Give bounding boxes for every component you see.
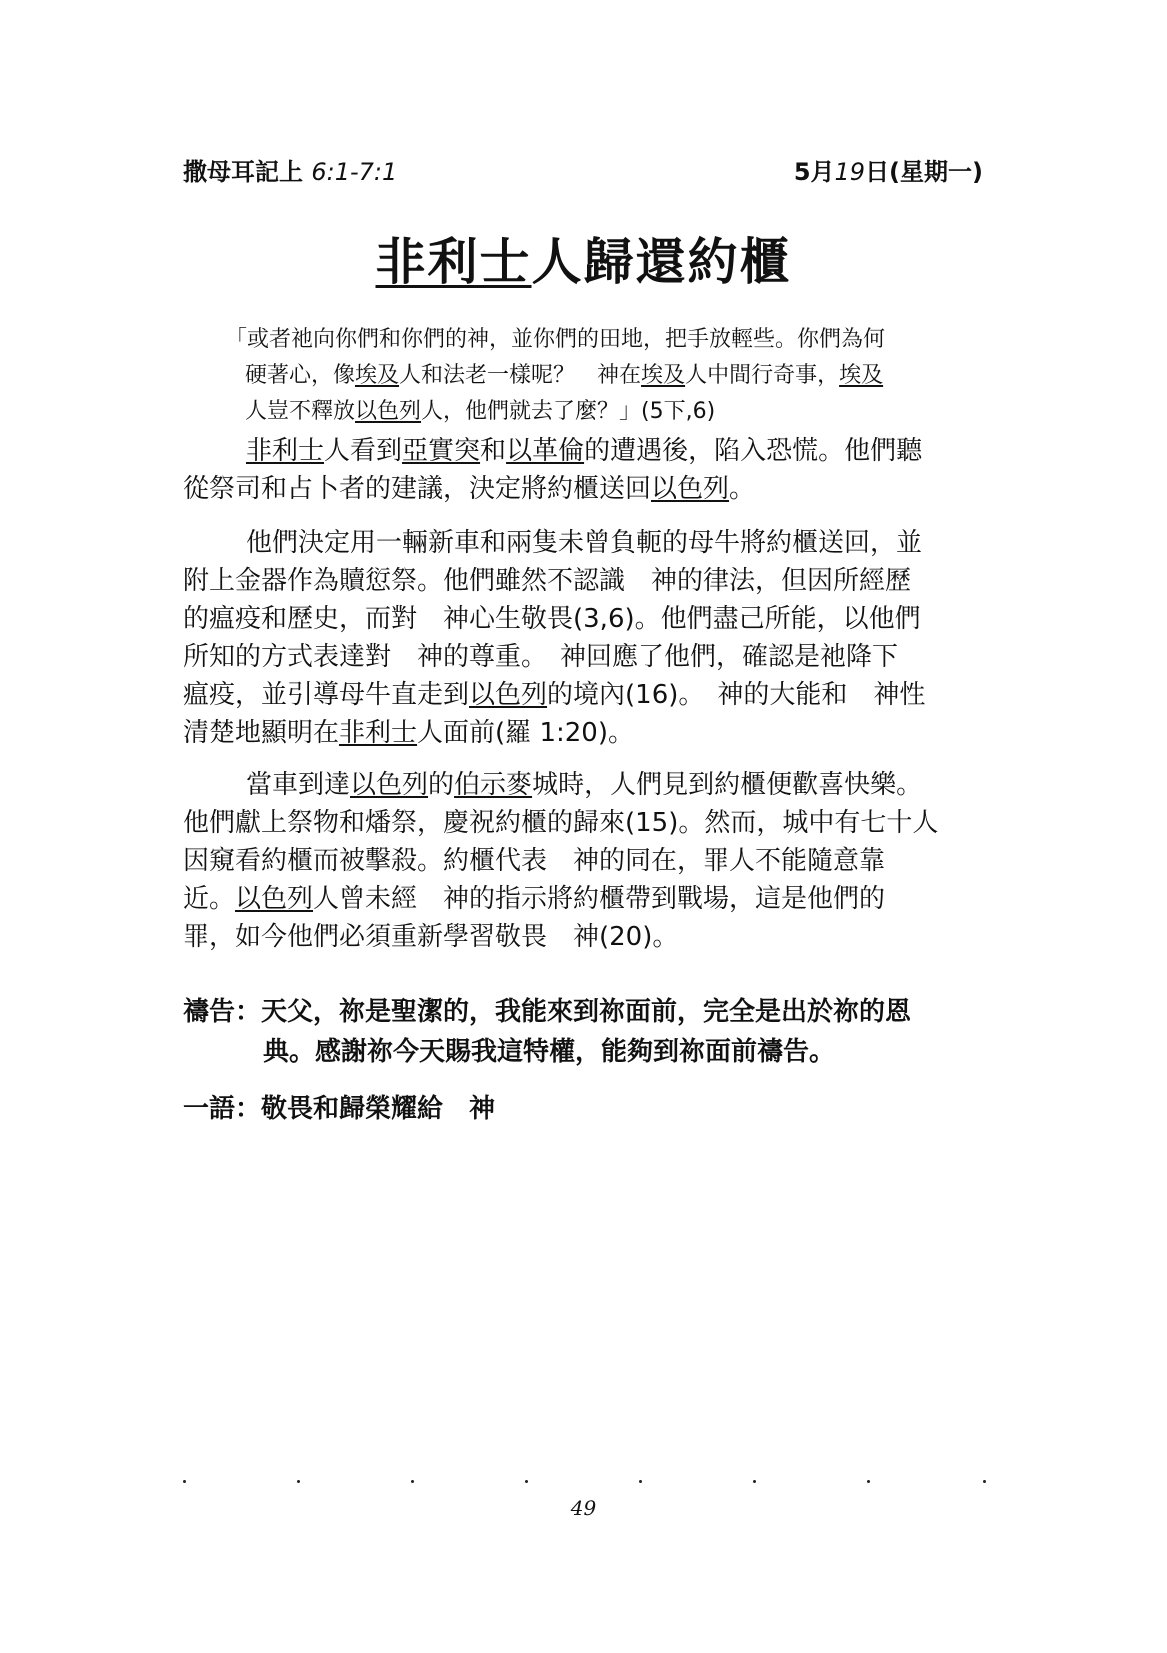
footer-dot — [525, 1480, 528, 1483]
paragraph-3 — [183, 766, 988, 956]
date-tail: 日(星期一) — [865, 158, 983, 186]
date-label — [794, 152, 983, 187]
book-name: 撒母耳記上 — [183, 158, 303, 186]
footer-dot — [411, 1480, 414, 1483]
chapter-verse: 6:1-7:1 — [311, 158, 398, 186]
paragraph-line: 所知的方式表達對 神的尊重。 神回應了他們，確認是祂降下 — [183, 642, 899, 672]
prayer-line: 禱告：天父，祢是聖潔的，我能來到祢面前，完全是出於祢的恩 — [183, 997, 912, 1027]
date-month: 5月 — [793, 158, 835, 186]
footer-dot — [867, 1480, 870, 1483]
footer-dot — [983, 1480, 986, 1483]
page-number: 49 — [570, 1496, 597, 1520]
title-rest: 人歸還約櫃 — [531, 233, 792, 291]
paragraph-line: 他們獻上祭物和燔祭，慶祝約櫃的歸來(15)。然而，城中有七十人 — [183, 808, 939, 838]
paragraph-line: 清楚地顯明在非利士人面前(羅 1:20)。 — [183, 718, 634, 748]
paragraph-line: 瘟疫，並引導母牛直走到以色列的境內(16)。 神的大能和 神性 — [183, 680, 926, 710]
footer-dot — [297, 1480, 300, 1483]
paragraph-line: 他們決定用一輛新車和兩隻未曾負軛的母牛將約櫃送回，並 — [246, 528, 923, 558]
footer-dot — [639, 1480, 642, 1483]
quote-line: 硬著心，像埃及人和法老一樣呢？ 神在埃及人中間行奇事，埃及 — [245, 363, 884, 388]
title-underlined-name: 非利士 — [375, 233, 532, 291]
paragraph-line: 因窺看約櫃而被擊殺。約櫃代表 神的同在，罪人不能隨意靠 — [183, 846, 886, 876]
key-verse-quote — [225, 322, 985, 430]
footer-dot — [183, 1480, 186, 1483]
date-day: 19 — [834, 158, 866, 186]
one-word-summary: 一語：敬畏和歸榮耀給 神 — [183, 1094, 496, 1124]
paragraph-line: 當車到達以色列的伯示麥城時，人們見到約櫃便歡喜快樂。 — [246, 770, 923, 800]
paragraph-line: 從祭司和占卜者的建議，決定將約櫃送回以色列。 — [183, 474, 756, 504]
page-header — [183, 152, 983, 192]
paragraph-2 — [183, 524, 988, 752]
paragraph-line: 非利士人看到亞實突和以革倫的遭遇後，陷入恐慌。他們聽 — [246, 436, 923, 466]
quote-line: 人豈不釋放以色列人，他們就去了麼？」(5下,6) — [245, 399, 716, 424]
prayer-line: 典。感謝祢今天賜我這特權，能夠到祢面前禱告。 — [263, 1037, 836, 1067]
quote-line: 「或者祂向你們和你們的神，並你們的田地，把手放輕些。你們為何 — [225, 327, 886, 352]
paragraph-line: 罪，如今他們必須重新學習敬畏 神(20)。 — [183, 922, 679, 952]
paragraph-1 — [183, 432, 988, 508]
scripture-reference — [183, 152, 397, 187]
paragraph-line: 附上金器作為贖愆祭。他們雖然不認識 神的律法，但因所經歷 — [183, 566, 912, 596]
prayer-section — [183, 992, 988, 1072]
paragraph-line: 近。以色列人曾未經 神的指示將約櫃帶到戰場，這是他們的 — [183, 884, 886, 914]
footer-dotted-rule — [183, 1480, 988, 1490]
paragraph-line: 的瘟疫和歷史，而對 神心生敬畏(3,6)。他們盡己所能，以他們 — [183, 604, 921, 634]
footer-dot — [753, 1480, 756, 1483]
page-title — [0, 222, 1167, 294]
